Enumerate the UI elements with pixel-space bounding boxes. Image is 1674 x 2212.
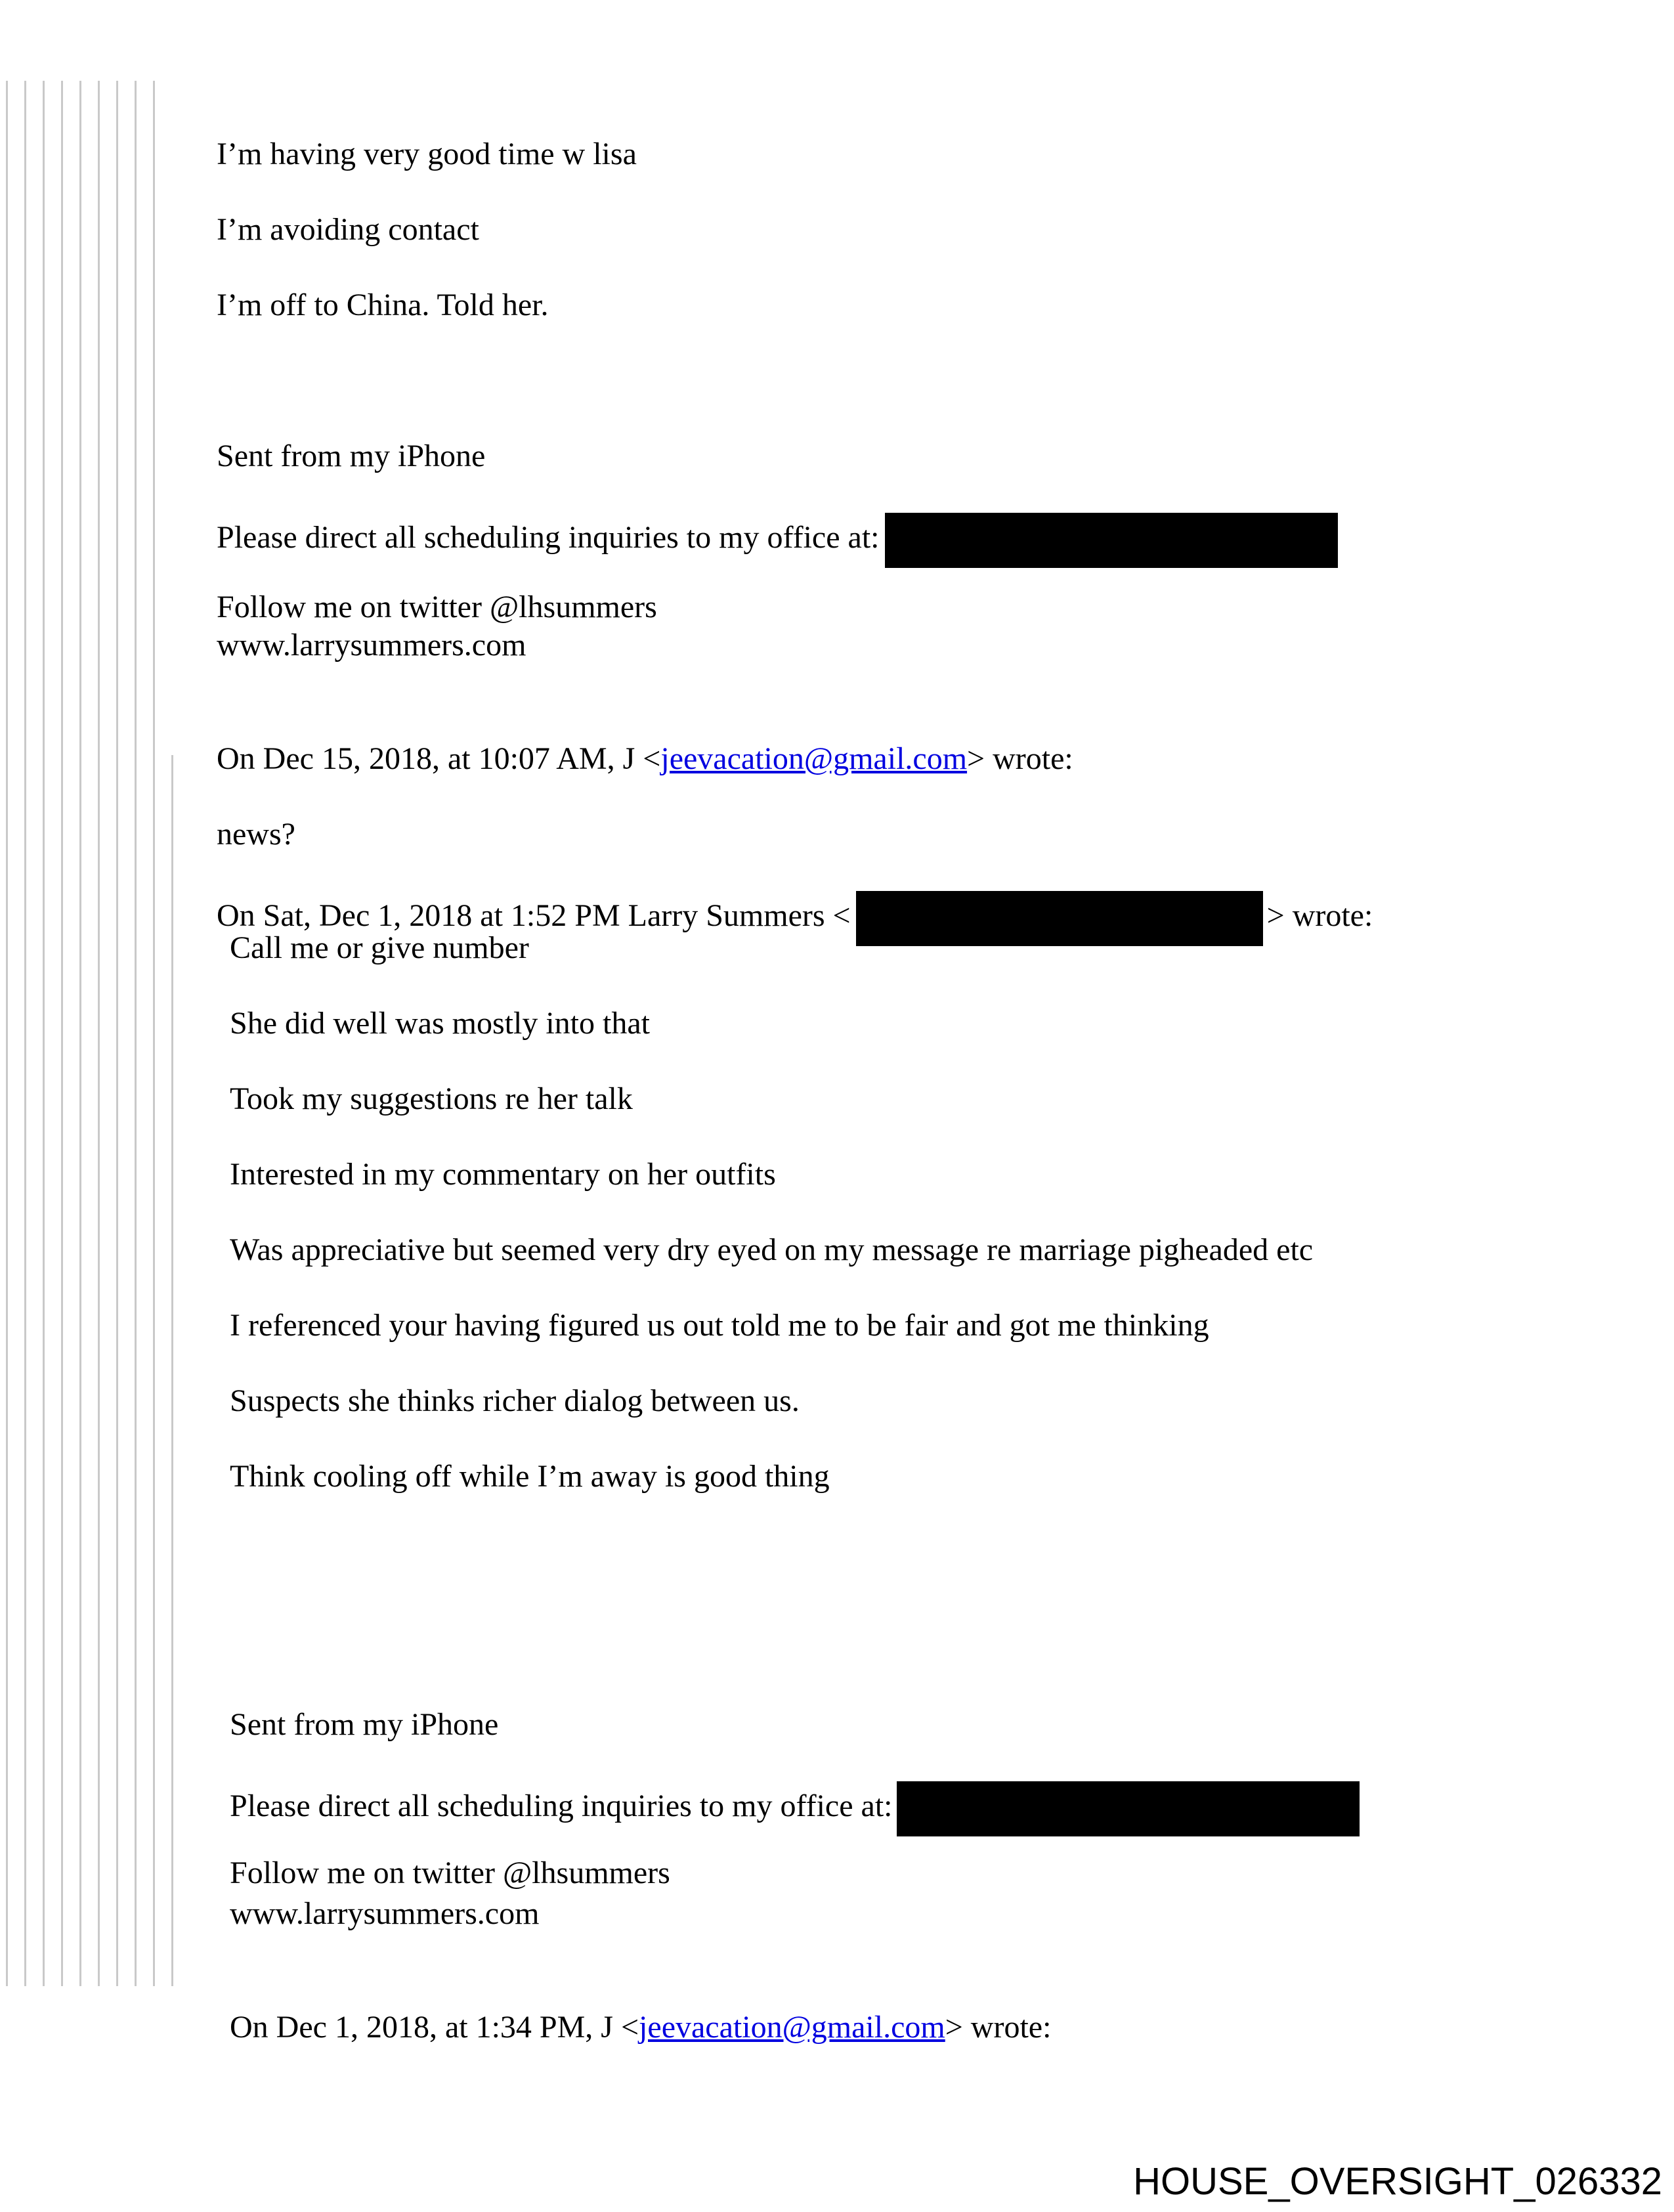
signature-scheduling-text: Please direct all scheduling inquiries to my office at: [217, 520, 880, 555]
signature-twitter: Follow me on twitter @lhsummers [230, 1855, 670, 1890]
scan-line [43, 81, 45, 1986]
bates-number: HOUSE_OVERSIGHT_026332 [1133, 2160, 1662, 2203]
signature-scheduling-text: Please direct all scheduling inquiries to my office at: [230, 1789, 893, 1824]
scan-line [79, 81, 81, 1986]
body-line: I’m off to China. Told her. [217, 288, 549, 322]
quoted-line: Was appreciative but seemed very dry eyed on my message re marriage pigheaded etc [230, 1232, 1314, 1267]
email-link[interactable]: jeevacation@gmail.com [660, 741, 968, 776]
quoted-line: Took my suggestions re her talk [230, 1081, 633, 1116]
body-line: I’m avoiding contact [217, 212, 479, 247]
scan-line [6, 81, 8, 1986]
signature-scheduling-line [230, 1781, 1360, 1836]
signature-sent-from: Sent from my iPhone [217, 439, 486, 473]
signature-website: www.larrysummers.com [217, 628, 526, 662]
scan-line [98, 81, 100, 1986]
quote-header-prefix: On Dec 15, 2018, at 10:07 AM, J < [217, 741, 661, 776]
scan-line [153, 81, 155, 1986]
quoted-line: Interested in my commentary on her outfits [230, 1157, 776, 1192]
quoted-line: Suspects she thinks richer dialog between us. [230, 1383, 800, 1418]
redaction-bar [897, 1781, 1360, 1836]
email-link[interactable]: jeevacation@gmail.com [639, 2010, 945, 2045]
quote-header-prefix: On Dec 1, 2018, at 1:34 PM, J < [230, 2010, 639, 2045]
quote-header-suffix: > wrote: [1266, 898, 1373, 934]
redaction-bar [856, 891, 1263, 946]
scan-line [171, 755, 173, 1986]
signature-twitter: Follow me on twitter @lhsummers [217, 590, 657, 624]
quote-header-suffix: > wrote: [945, 2010, 1052, 2045]
quoted-line: Think cooling off while I’m away is good thing [230, 1459, 830, 1494]
quoted-line: I referenced your having figured us out told me to be fair and got me thinking [230, 1308, 1209, 1343]
signature-sent-from: Sent from my iPhone [230, 1707, 499, 1742]
quote-header-prefix: On Sat, Dec 1, 2018 at 1:52 PM Larry Summers < [217, 898, 851, 934]
quoted-line: Call me or give number [230, 930, 529, 965]
body-line: I’m having very good time w lisa [217, 137, 637, 171]
scan-line [135, 81, 137, 1986]
scan-line [61, 81, 63, 1986]
scan-line [116, 81, 118, 1986]
redaction-bar [885, 513, 1338, 568]
signature-website: www.larrysummers.com [230, 1896, 540, 1931]
body-line: news? [217, 817, 295, 852]
quote-header-suffix: > wrote: [967, 741, 1073, 776]
quoted-line: She did well was mostly into that [230, 1006, 650, 1041]
scan-line [24, 81, 26, 1986]
quote-header [230, 2008, 1051, 2047]
signature-scheduling-line [217, 513, 1338, 568]
quote-header [217, 740, 1073, 778]
